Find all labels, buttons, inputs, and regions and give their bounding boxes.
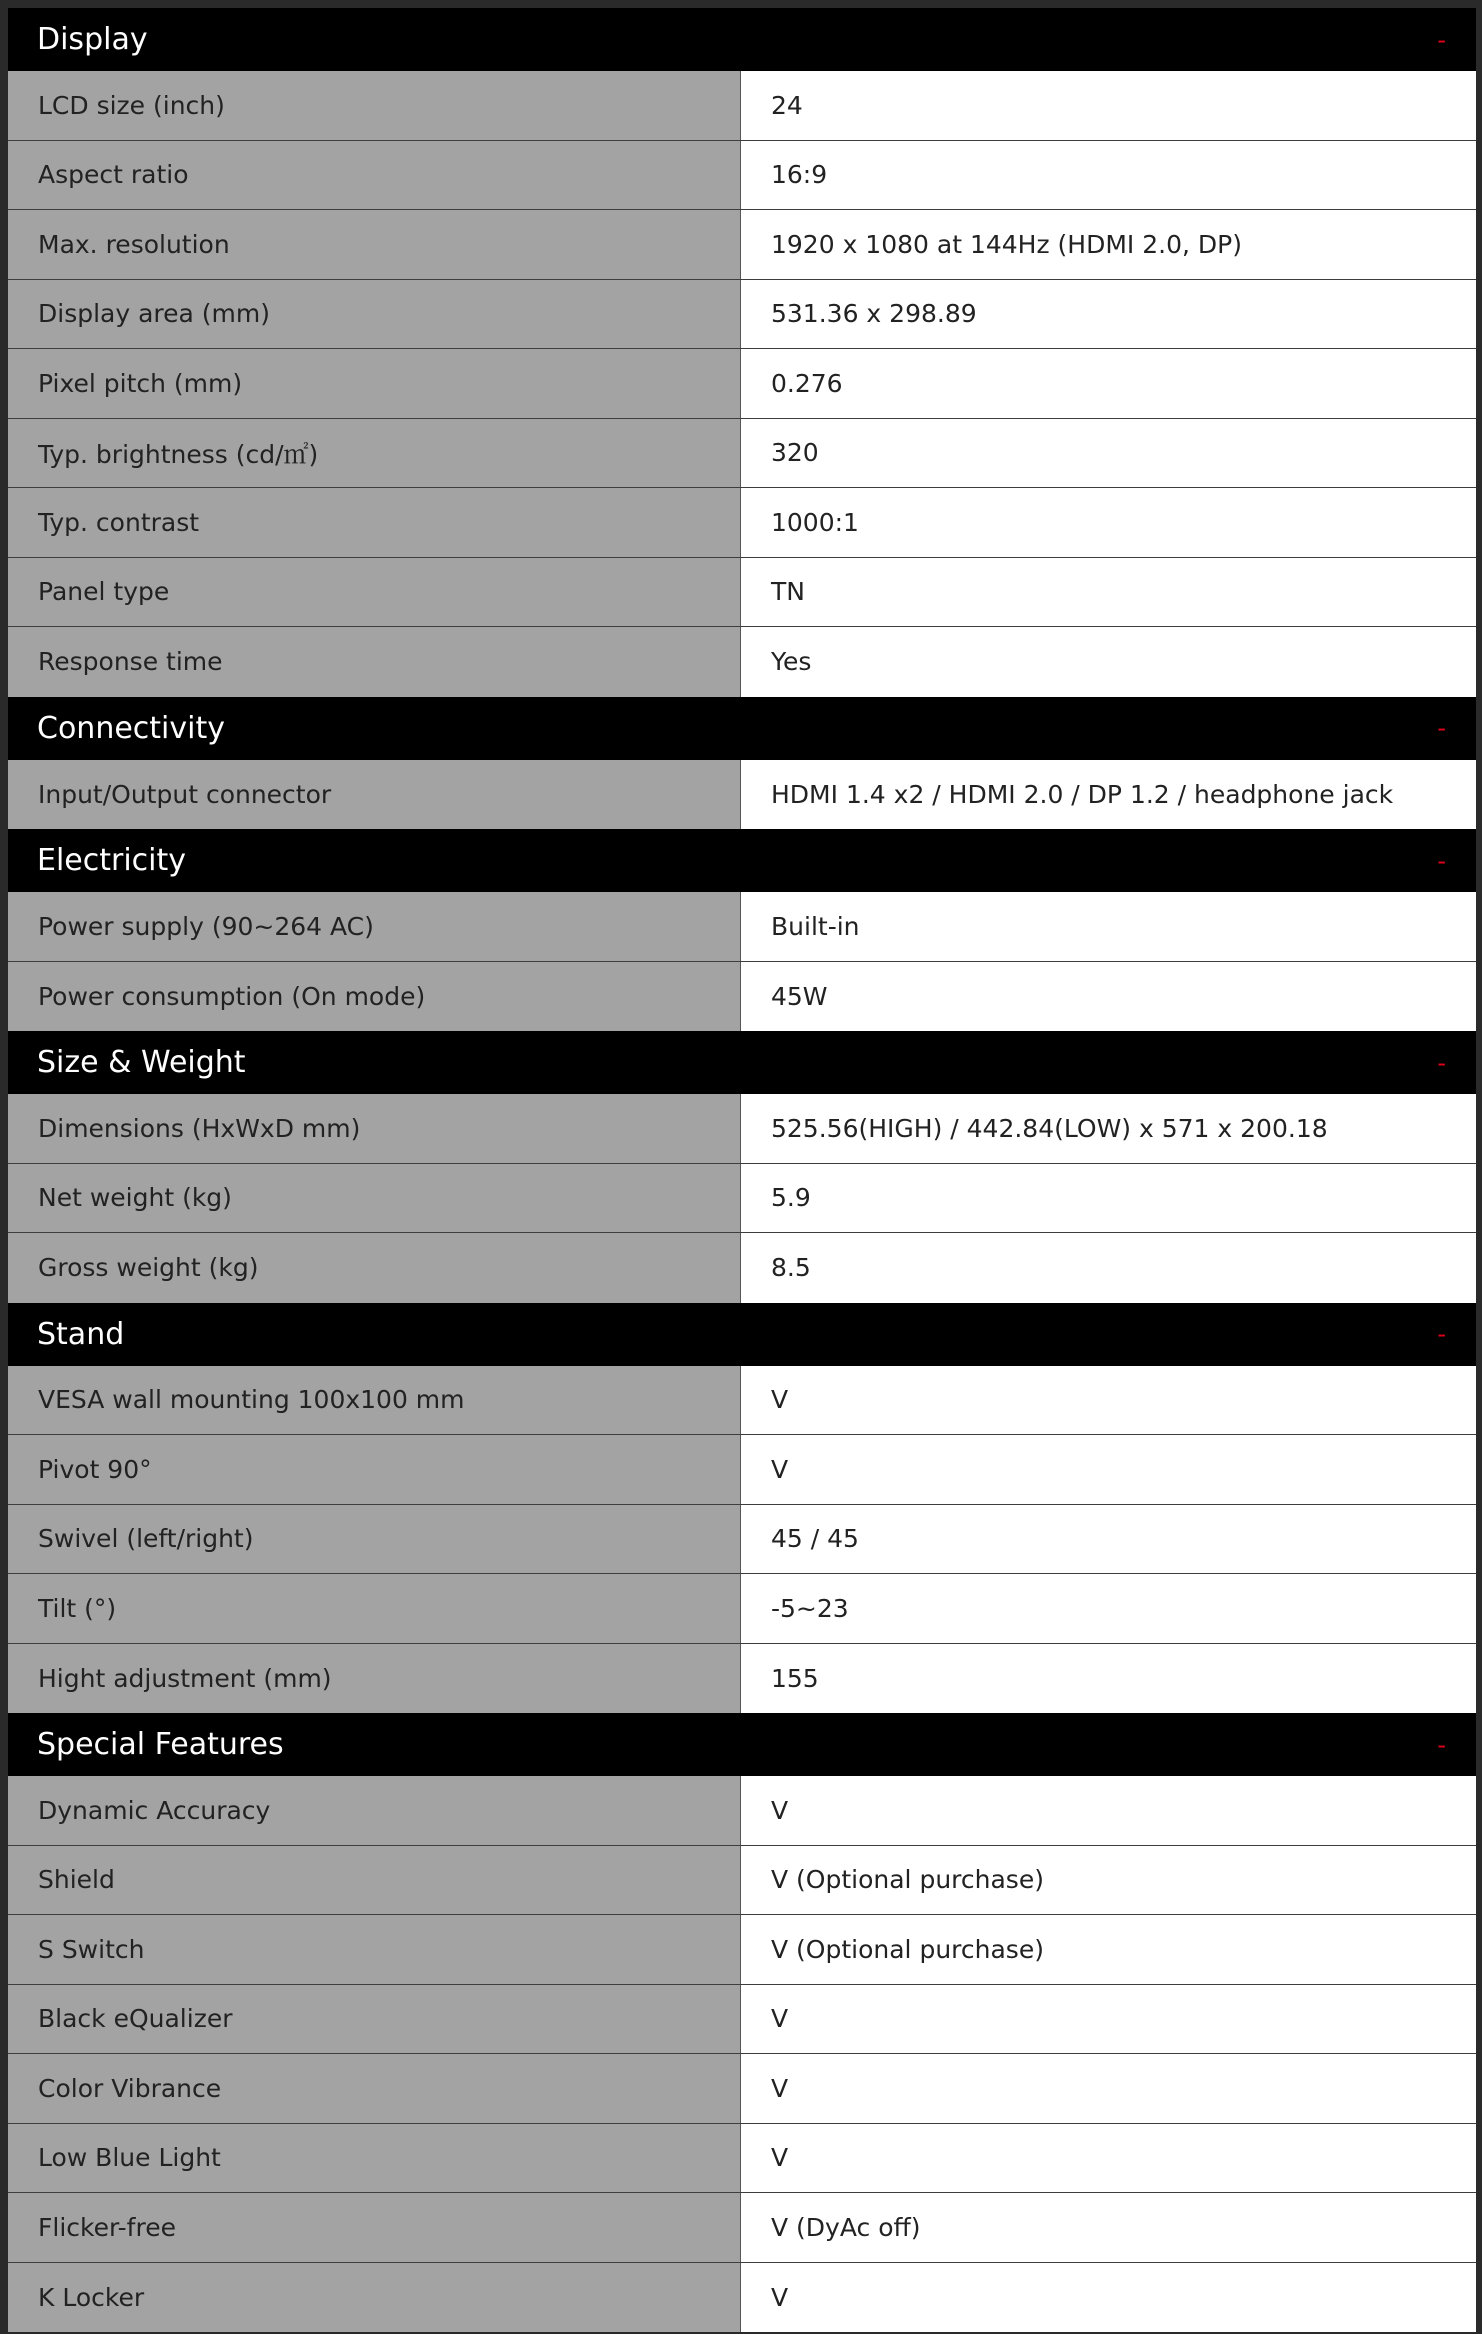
section-header-display[interactable]	[8, 8, 1476, 71]
spec-value: 24	[741, 71, 1476, 140]
spec-value: 45 / 45	[741, 1505, 1476, 1574]
spec-row	[8, 1094, 1476, 1164]
spec-value: V (Optional purchase)	[741, 1915, 1476, 1984]
section-title: Electricity	[37, 843, 187, 878]
spec-row	[8, 210, 1476, 280]
section-header-connectivity[interactable]	[8, 697, 1476, 760]
spec-label: Typ. contrast	[8, 488, 741, 557]
section-header-electricity[interactable]	[8, 829, 1476, 892]
spec-row	[8, 1233, 1476, 1303]
spec-label: Net weight (kg)	[8, 1164, 741, 1233]
spec-row	[8, 1505, 1476, 1575]
section-header-size-weight[interactable]	[8, 1031, 1476, 1094]
spec-section-electricity	[8, 829, 1476, 1031]
section-title: Connectivity	[37, 710, 225, 746]
spec-row	[8, 962, 1476, 1032]
spec-value: V (Optional purchase)	[741, 1846, 1476, 1915]
spec-value: V	[741, 1366, 1476, 1435]
spec-label: Dimensions (HxWxD mm)	[8, 1094, 741, 1163]
spec-row	[8, 71, 1476, 141]
spec-row	[8, 1435, 1476, 1505]
spec-label: VESA wall mounting 100x100 mm	[8, 1366, 741, 1435]
spec-label: Power consumption (On mode)	[8, 962, 741, 1032]
spec-label: Shield	[8, 1846, 741, 1915]
spec-label: Max. resolution	[8, 210, 741, 279]
spec-label: Typ. brightness (cd/㎡)	[8, 419, 741, 488]
spec-row	[8, 1644, 1476, 1714]
spec-label: Pivot 90°	[8, 1435, 741, 1504]
spec-label: Tilt (°)	[8, 1574, 741, 1643]
spec-row	[8, 892, 1476, 962]
spec-value: 45W	[741, 962, 1476, 1032]
spec-value: 531.36 x 298.89	[741, 280, 1476, 349]
spec-value: V	[741, 1985, 1476, 2054]
spec-value: 8.5	[741, 1233, 1476, 1303]
spec-row	[8, 1164, 1476, 1234]
spec-label: Gross weight (kg)	[8, 1233, 741, 1303]
spec-value: 155	[741, 1644, 1476, 1714]
spec-section-connectivity	[8, 697, 1476, 830]
spec-row	[8, 760, 1476, 830]
spec-value: V	[741, 2124, 1476, 2193]
section-title: Special Features	[37, 1727, 284, 1762]
spec-label: S Switch	[8, 1915, 741, 1984]
spec-section-stand	[8, 1303, 1476, 1714]
spec-label: Pixel pitch (mm)	[8, 349, 741, 418]
spec-section-size-weight	[8, 1031, 1476, 1303]
spec-label: Panel type	[8, 558, 741, 627]
spec-label: Input/Output connector	[8, 760, 741, 830]
spec-value: Built-in	[741, 892, 1476, 961]
spec-row	[8, 488, 1476, 558]
spec-row	[8, 2124, 1476, 2194]
spec-table	[8, 8, 1476, 2330]
collapse-toggle-icon[interactable]: -	[1437, 846, 1446, 875]
spec-label: Swivel (left/right)	[8, 1505, 741, 1574]
spec-section-display	[8, 8, 1476, 697]
spec-value: 1000:1	[741, 488, 1476, 557]
spec-value: V	[741, 1776, 1476, 1845]
spec-row	[8, 280, 1476, 350]
collapse-toggle-icon[interactable]: -	[1437, 1730, 1446, 1759]
spec-value: 16:9	[741, 141, 1476, 210]
spec-label: Color Vibrance	[8, 2054, 741, 2123]
collapse-toggle-icon[interactable]: -	[1437, 714, 1446, 742]
spec-row	[8, 1776, 1476, 1846]
spec-value: V (DyAc off)	[741, 2193, 1476, 2262]
spec-value: V	[741, 2263, 1476, 2333]
spec-value: V	[741, 1435, 1476, 1504]
spec-row	[8, 1366, 1476, 1436]
spec-section-special-features	[8, 1713, 1476, 2332]
spec-value: 1920 x 1080 at 144Hz (HDMI 2.0, DP)	[741, 210, 1476, 279]
spec-label: Dynamic Accuracy	[8, 1776, 741, 1845]
spec-row	[8, 141, 1476, 211]
collapse-toggle-icon[interactable]: -	[1437, 1048, 1446, 1077]
section-header-stand[interactable]	[8, 1303, 1476, 1366]
spec-value: 525.56(HIGH) / 442.84(LOW) x 571 x 200.18	[741, 1094, 1476, 1163]
spec-label: Low Blue Light	[8, 2124, 741, 2193]
spec-value: -5~23	[741, 1574, 1476, 1643]
spec-label: LCD size (inch)	[8, 71, 741, 140]
spec-row	[8, 1574, 1476, 1644]
section-title: Stand	[37, 1316, 125, 1352]
spec-row	[8, 1915, 1476, 1985]
section-title: Size & Weight	[37, 1045, 246, 1080]
spec-value: 0.276	[741, 349, 1476, 418]
spec-label: K Locker	[8, 2263, 741, 2333]
spec-row	[8, 1985, 1476, 2055]
spec-row	[8, 1846, 1476, 1916]
collapse-toggle-icon[interactable]: -	[1437, 1320, 1446, 1348]
section-header-special-features[interactable]	[8, 1713, 1476, 1776]
spec-row	[8, 2193, 1476, 2263]
spec-row	[8, 558, 1476, 628]
spec-label: Response time	[8, 627, 741, 697]
spec-value: 320	[741, 419, 1476, 488]
collapse-toggle-icon[interactable]: -	[1437, 25, 1446, 54]
spec-label: Aspect ratio	[8, 141, 741, 210]
section-title: Display	[37, 22, 148, 57]
spec-value: TN	[741, 558, 1476, 627]
spec-row	[8, 627, 1476, 697]
spec-label: Hight adjustment (mm)	[8, 1644, 741, 1714]
spec-row	[8, 2054, 1476, 2124]
spec-label: Black eQualizer	[8, 1985, 741, 2054]
spec-label: Flicker-free	[8, 2193, 741, 2262]
spec-value: V	[741, 2054, 1476, 2123]
spec-row	[8, 419, 1476, 489]
spec-value: Yes	[741, 627, 1476, 697]
spec-label: Display area (mm)	[8, 280, 741, 349]
spec-value: 5.9	[741, 1164, 1476, 1233]
spec-row	[8, 2263, 1476, 2333]
spec-label: Power supply (90~264 AC)	[8, 892, 741, 961]
spec-row	[8, 349, 1476, 419]
spec-value: HDMI 1.4 x2 / HDMI 2.0 / DP 1.2 / headphone jack	[741, 760, 1476, 830]
